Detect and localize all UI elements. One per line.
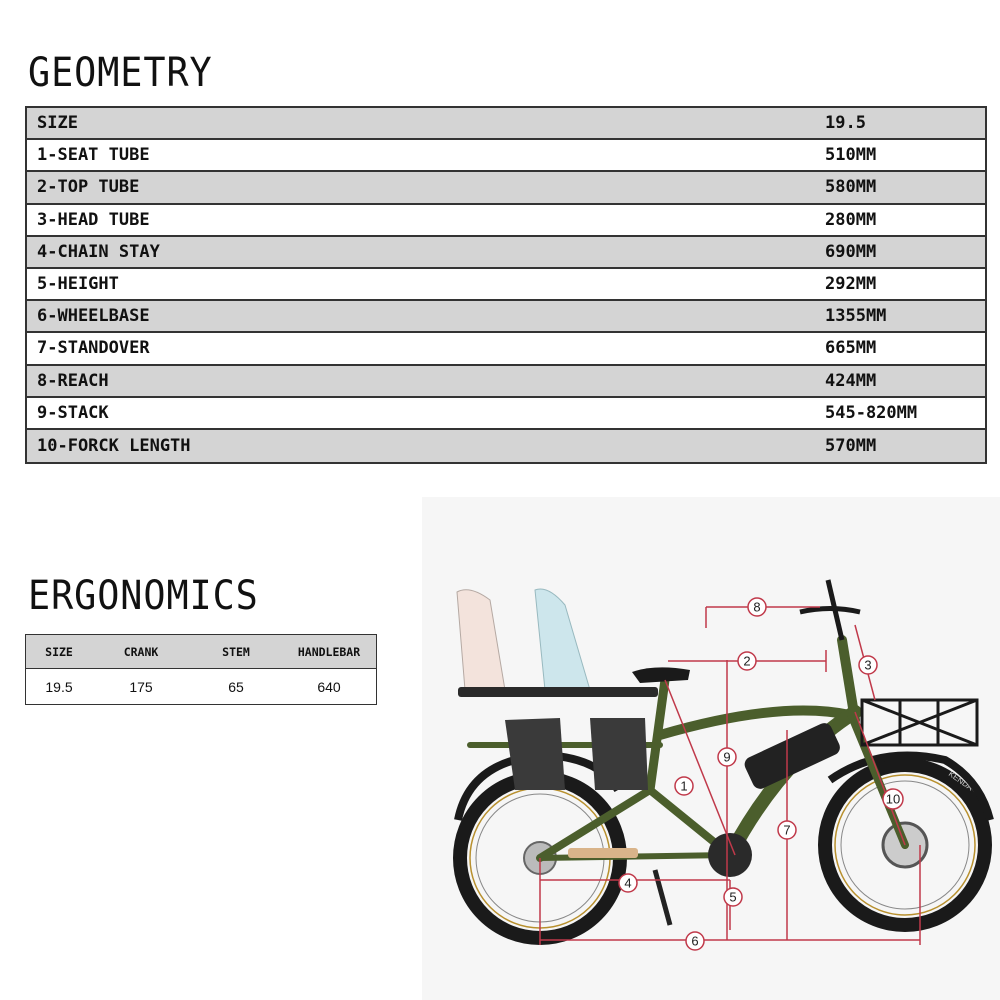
saddle (632, 667, 690, 683)
row-value: 292MM (825, 274, 877, 295)
svg-text:3: 3 (864, 657, 872, 673)
row-value: 510MM (825, 145, 877, 166)
row-value: 570MM (825, 435, 877, 456)
row-label: 6-WHEELBASE (37, 306, 150, 327)
row-label: 5-HEIGHT (37, 274, 119, 295)
marker-8 (748, 598, 766, 616)
value-stem: 65 (228, 678, 244, 695)
battery (742, 720, 842, 791)
row-label: 3-HEAD TUBE (37, 209, 150, 230)
svg-text:6: 6 (691, 933, 699, 949)
row-label: SIZE (37, 113, 78, 134)
row-label: 8-REACH (37, 370, 109, 391)
svg-text:2: 2 (743, 653, 751, 669)
front-child-seat (535, 589, 590, 690)
table-row (27, 269, 985, 301)
ergonomics-header-row (26, 635, 376, 669)
row-value: 545-820MM (825, 402, 918, 423)
row-value: 424MM (825, 370, 877, 391)
table-row (27, 205, 985, 237)
handlebar (800, 609, 860, 613)
row-label: 2-TOP TUBE (37, 177, 140, 198)
front-foot-guard (590, 718, 648, 790)
table-row (27, 398, 985, 430)
geometry-table (25, 106, 987, 464)
front-basket (862, 700, 977, 745)
row-value: 665MM (825, 338, 877, 359)
row-value: 690MM (825, 241, 877, 262)
row-value: 1355MM (825, 306, 887, 327)
bike-drawing (422, 497, 1000, 1000)
row-label: 9-STACK (37, 402, 109, 423)
header-crank: CRANK (123, 644, 159, 659)
table-row (27, 237, 985, 269)
svg-text:8: 8 (753, 599, 761, 615)
tire-brand: KENDA (946, 769, 975, 793)
table-row (27, 430, 985, 462)
svg-text:10: 10 (885, 791, 901, 807)
marker-2 (738, 652, 756, 670)
header-stem: STEM (222, 644, 250, 659)
row-value: 580MM (825, 177, 877, 198)
table-row (27, 108, 985, 140)
rear-rack-rail (458, 687, 658, 697)
geometry-title: GEOMETRY (28, 50, 213, 96)
rear-child-seat (457, 590, 505, 690)
ergonomics-value-row (26, 669, 376, 704)
svg-text:7: 7 (783, 822, 791, 838)
row-label: 4-CHAIN STAY (37, 241, 160, 262)
svg-text:9: 9 (723, 749, 731, 765)
marker-10 (883, 789, 903, 809)
marker-6 (686, 932, 704, 950)
rear-foot-guard (505, 718, 565, 790)
bike-illustration (422, 497, 1000, 1000)
svg-text:4: 4 (624, 875, 632, 891)
kickstand (655, 870, 670, 925)
header-size: SIZE (45, 644, 73, 659)
motor-icon (708, 833, 752, 877)
marker-1 (675, 777, 693, 795)
marker-3 (859, 656, 877, 674)
marker-7 (778, 821, 796, 839)
svg-text:1: 1 (680, 778, 688, 794)
table-row (27, 140, 985, 172)
row-label: 1-SEAT TUBE (37, 145, 150, 166)
svg-text:5: 5 (729, 889, 737, 905)
value-size: 19.5 (45, 678, 73, 695)
value-crank: 175 (129, 678, 153, 695)
marker-9 (718, 748, 736, 766)
row-value: 19.5 (825, 113, 866, 134)
header-handlebar: HANDLEBAR (297, 644, 361, 659)
marker-5 (724, 888, 742, 906)
row-label: 10-FORCK LENGTH (37, 435, 191, 456)
row-value: 280MM (825, 209, 877, 230)
table-row (27, 172, 985, 204)
table-row (27, 366, 985, 398)
marker-4 (619, 874, 637, 892)
ergonomics-title: ERGONOMICS (28, 573, 259, 619)
row-label: 7-STANDOVER (37, 338, 150, 359)
value-handlebar: 640 (317, 678, 341, 695)
table-row (27, 301, 985, 333)
ergonomics-table (25, 634, 377, 705)
table-row (27, 333, 985, 365)
footboard (568, 848, 638, 858)
